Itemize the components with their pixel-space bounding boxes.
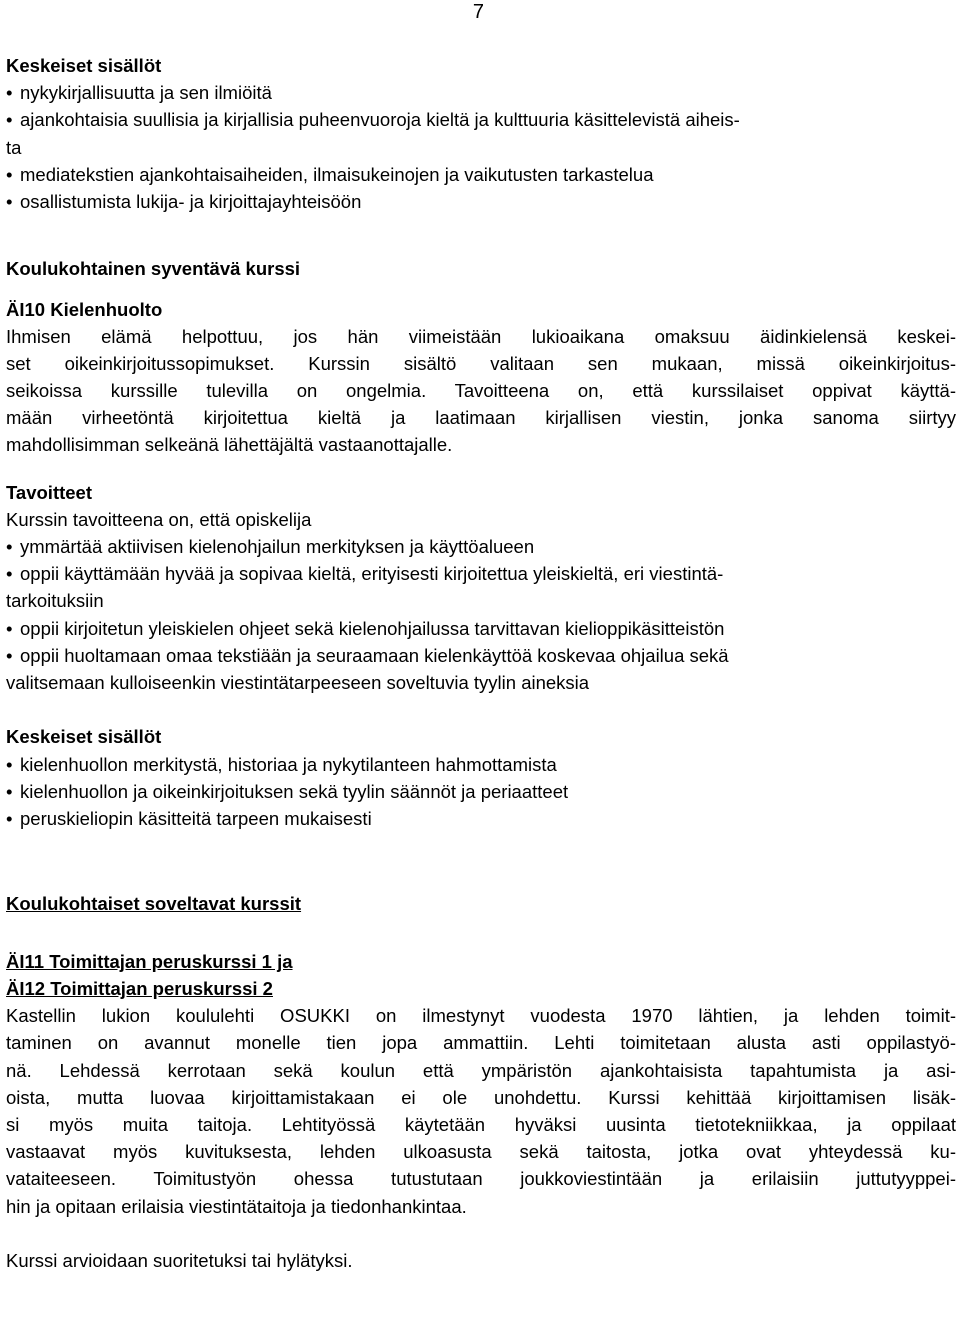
list-item: • kielenhuollon merkitystä, historiaa ja nykytilanteen hahmottamista xyxy=(6,751,956,778)
bullet-icon: • xyxy=(6,190,13,212)
list-item-continuation: ta xyxy=(6,136,22,158)
list-item: • ymmärtää aktiivisen kielenohjailun merkityksen ja käyttöalueen xyxy=(6,533,956,560)
paragraph-line: taminen on avannut monelle tien jopa ammattiin. Lehti toimitetaan alusta asti oppilastyö- xyxy=(6,1032,956,1054)
paragraph-line: seikoissa kurssille tulevilla on ongelmia. Tavoitteena on, että kurssilaiset oppivat käyttä- xyxy=(6,380,956,402)
bullet-icon: • xyxy=(6,753,13,775)
list-item: • nykykirjallisuutta ja sen ilmiöitä xyxy=(6,79,956,106)
paragraph-line: hin ja opitaan erilaisia viestintätaitoja ja tiedonhankintaa. xyxy=(6,1195,467,1217)
paragraph-line: set oikeinkirjoitussopimukset. Kurssin sisältö valitaan sen mukaan, missä oikeinkirjoitus- xyxy=(6,352,956,374)
list-item: • peruskieliopin käsitteitä tarpeen mukaisesti xyxy=(6,805,956,832)
list-item: • oppii kirjoitetun yleiskielen ohjeet sekä kielenohjailussa tarvittavan kielioppikäsitteistön xyxy=(6,615,956,642)
bullet-icon: • xyxy=(6,617,13,639)
section-heading-keskeiset-sisallot: Keskeiset sisällöt xyxy=(6,55,162,76)
bullet-icon: • xyxy=(6,563,13,585)
list-item-continuation: tarkoituksiin xyxy=(6,590,104,612)
paragraph-line: nä. Lehdessä kerrotaan sekä koulun että ympäristön ajankohtaisista tapahtumista ja asi- xyxy=(6,1059,956,1081)
bullet-icon: • xyxy=(6,780,13,802)
course-title-ai10: ÄI10 Kielenhuolto xyxy=(6,298,163,320)
list-item: • ajankohtaisia suullisia ja kirjallisia puheenvuoroja kieltä ja kulttuuria käsittelevistä aiheis- xyxy=(6,106,956,133)
section-heading-soveltavat-kurssit: Koulukohtaiset soveltavat kurssit xyxy=(6,893,302,915)
document-body xyxy=(6,52,956,1274)
section-heading-koulukohtainen-syventava: Koulukohtainen syventävä kurssi xyxy=(6,258,301,280)
list-item-continuation: valitsemaan kulloiseenkin viestintätarpeeseen soveltuvia tyylin aineksia xyxy=(6,671,590,693)
paragraph-line: vataiteeseen. Toimitustyön ohessa tutustutaan joukkoviestintään ja erilaisiin juttutyyppei- xyxy=(6,1168,956,1190)
intro-text: Kurssin tavoitteena on, että opiskelija xyxy=(6,508,312,530)
section-heading-keskeiset-sisallot-2: Keskeiset sisällöt xyxy=(6,726,162,748)
bullet-icon: • xyxy=(6,82,13,104)
page-number: 7 xyxy=(472,1,484,23)
paragraph-line: mään virheetöntä kirjoitettua kieltä ja laatimaan kirjallisen viestin, jonka sanoma siirtyy xyxy=(6,407,956,429)
list-item: • mediatekstien ajankohtaisaiheiden, ilmaisukeinojen ja vaikutusten tarkastelua xyxy=(6,161,956,188)
bullet-icon: • xyxy=(6,536,13,557)
bullet-icon: • xyxy=(6,807,13,829)
bullet-icon: • xyxy=(6,109,13,131)
paragraph-line: oista, mutta luovaa kirjoittamistakaan ei ole unohdettu. Kurssi kehittää kirjoittamisen lisäk- xyxy=(6,1086,956,1108)
list-item: • oppii huoltamaan omaa tekstiään ja seuraamaan kielenkäyttöä koskevaa ohjailua sekä xyxy=(6,642,956,669)
section-heading-tavoitteet: Tavoitteet xyxy=(6,481,93,503)
paragraph-line: Ihmisen elämä helpottuu, jos hän viimeistään lukioaikana omaksuu äidinkielensä keskei- xyxy=(6,325,956,347)
bullet-icon: • xyxy=(6,644,13,666)
list-item: • kielenhuollon ja oikeinkirjoituksen sekä tyylin säännöt ja periaatteet xyxy=(6,778,956,805)
paragraph-line: si myös muita taitoja. Lehtityössä käytetään hyväksi uusinta tietotekniikkaa, ja oppilaat xyxy=(6,1113,956,1135)
paragraph-line: vastaavat myös kuvituksesta, lehden ulkoasusta sekä taitosta, jotka ovat yhteydessä ku- xyxy=(6,1141,956,1163)
paragraph-line: mahdollisimman selkeänä lähettäjältä vastaanottajalle. xyxy=(6,434,453,456)
course-title-ai11: ÄI11 Toimittajan peruskurssi 1 ja xyxy=(6,950,293,972)
assessment-text: Kurssi arvioidaan suoritetuksi tai hylätyksi. xyxy=(6,1249,353,1271)
paragraph-line: Kastellin lukion koululehti OSUKKI on ilmestynyt vuodesta 1970 lähtien, ja lehden toimit- xyxy=(6,1005,956,1027)
list-item: • oppii käyttämään hyvää ja sopivaa kieltä, erityisesti kirjoitettua yleiskieltä, eri viestintä- xyxy=(6,560,956,587)
list-item: • osallistumista lukija- ja kirjoittajayhteisöön xyxy=(6,188,956,215)
course-title-ai12: ÄI12 Toimittajan peruskurssi 2 xyxy=(6,978,273,999)
bullet-icon: • xyxy=(6,163,13,185)
